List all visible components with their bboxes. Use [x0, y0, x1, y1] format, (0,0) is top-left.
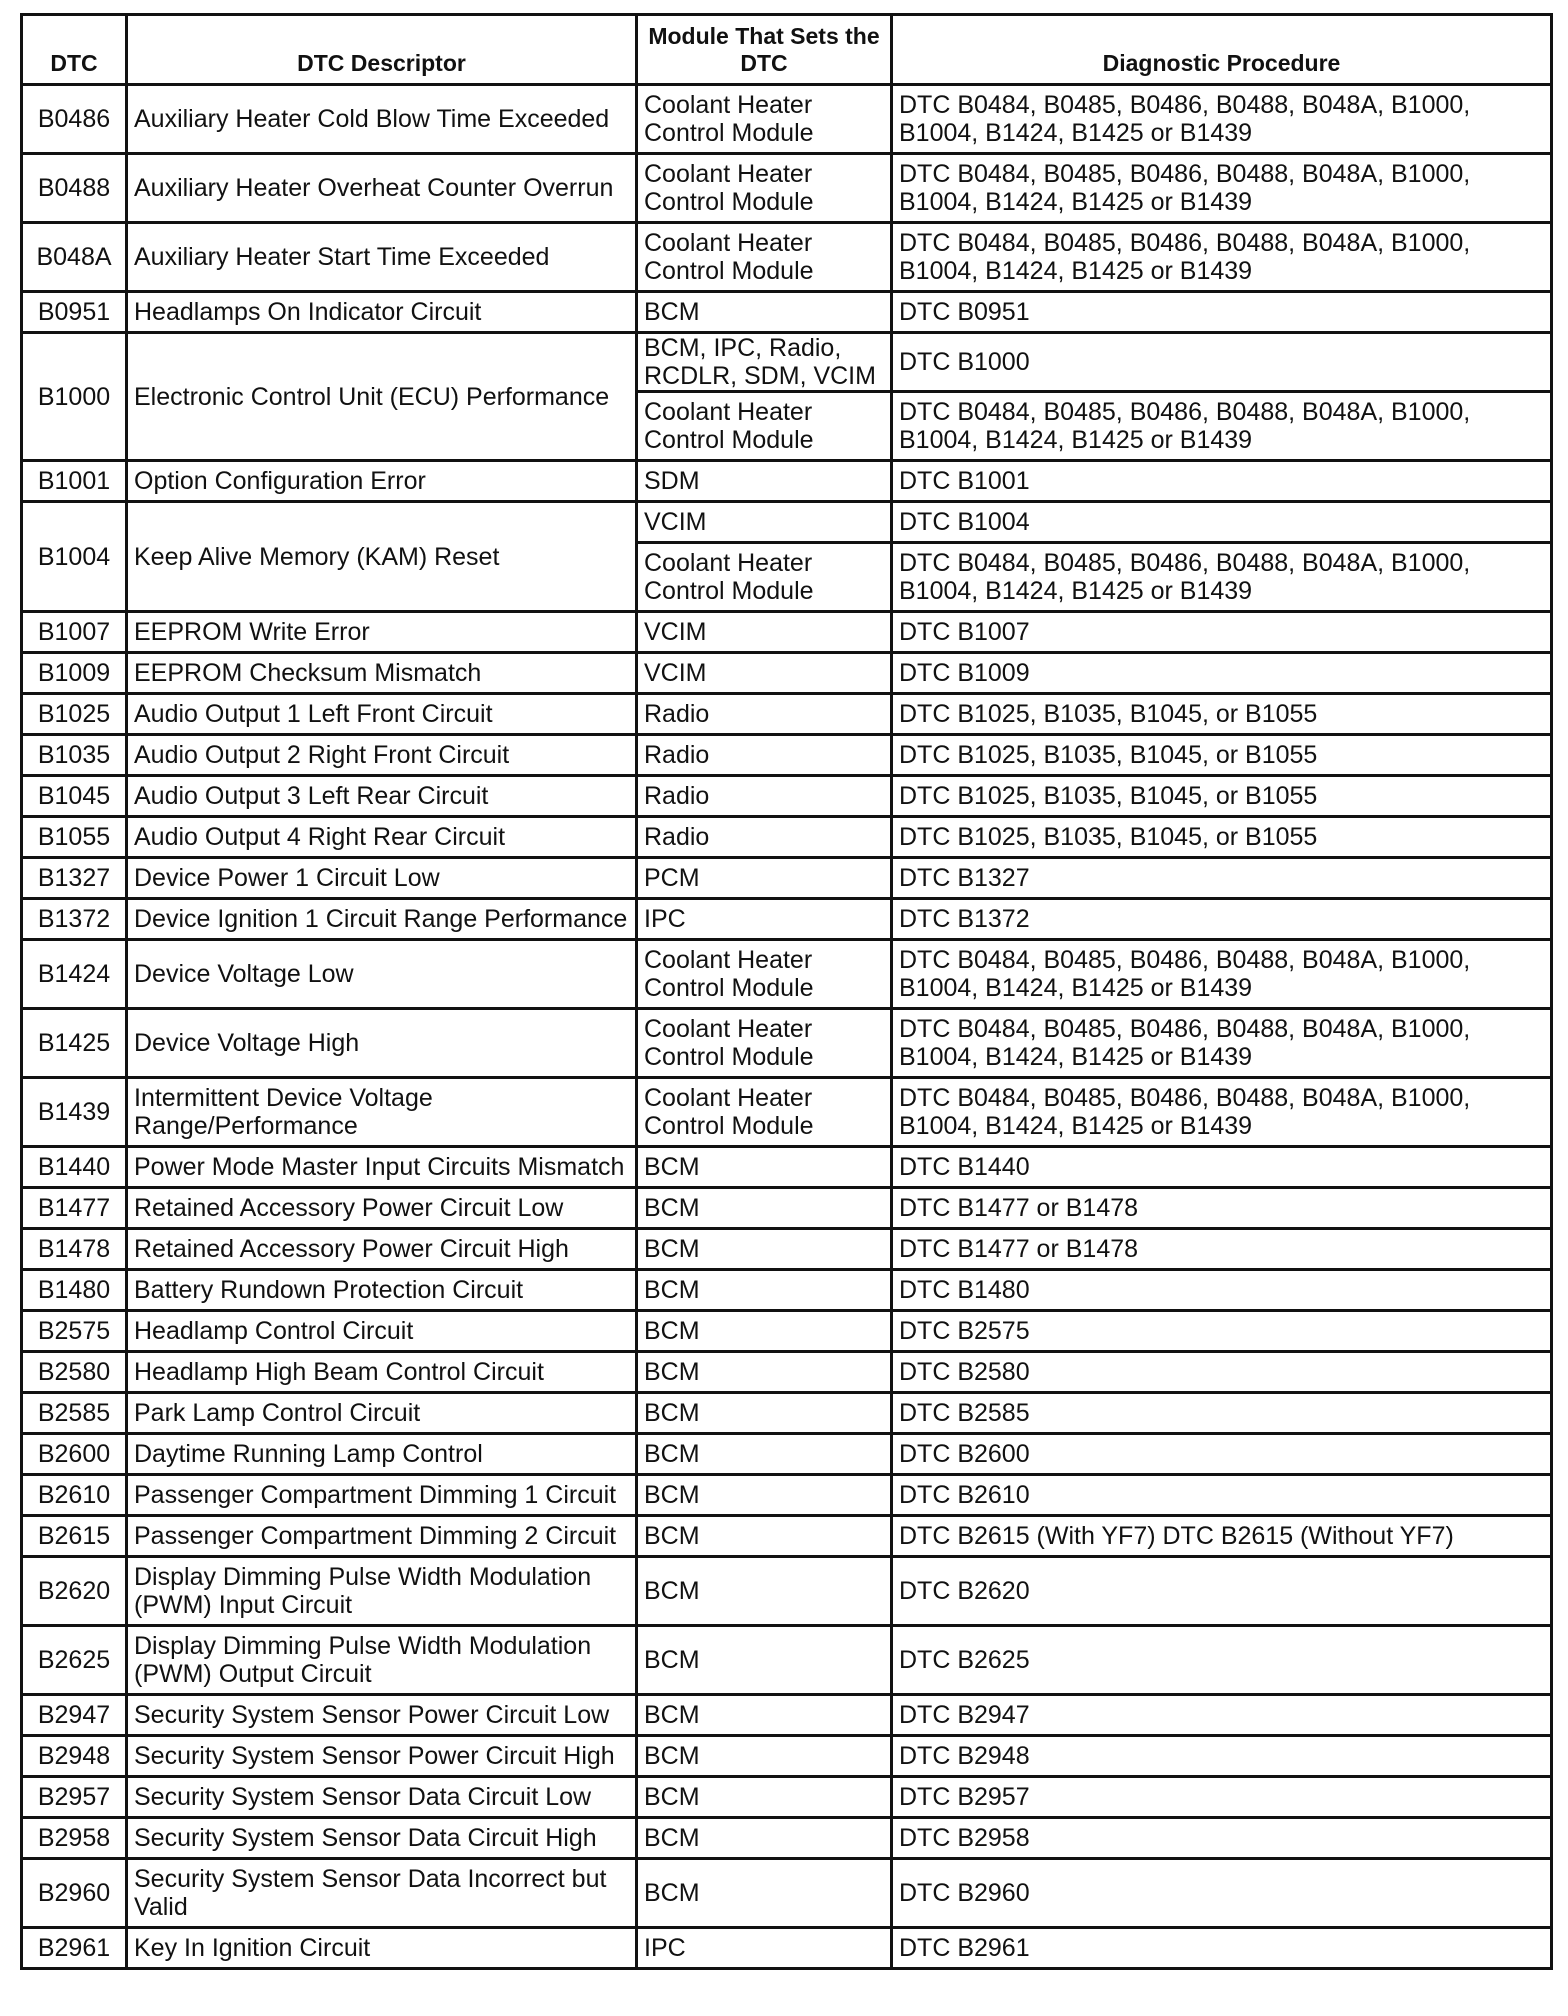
procedure-cell: DTC B1372 [892, 899, 1552, 940]
dtc-descriptor-cell: EEPROM Checksum Mismatch [127, 653, 637, 694]
header-dtc: DTC [22, 15, 127, 85]
dtc-code-cell: B2625 [22, 1626, 127, 1695]
dtc-descriptor-cell: Headlamp High Beam Control Circuit [127, 1352, 637, 1393]
procedure-cell: DTC B1025, B1035, B1045, or B1055 [892, 776, 1552, 817]
dtc-descriptor-cell: Audio Output 4 Right Rear Circuit [127, 817, 637, 858]
module-cell: BCM [637, 1475, 892, 1516]
table-row [22, 899, 1552, 940]
procedure-cell: DTC B2620 [892, 1557, 1552, 1626]
dtc-code-cell: B1007 [22, 612, 127, 653]
module-cell: SDM [637, 461, 892, 502]
module-cell: Coolant Heater Control Module [637, 392, 892, 461]
table-row [22, 612, 1552, 653]
dtc-descriptor-cell: EEPROM Write Error [127, 612, 637, 653]
header-descriptor: DTC Descriptor [127, 15, 637, 85]
module-cell: BCM [637, 1626, 892, 1695]
module-cell: Coolant Heater Control Module [637, 1009, 892, 1078]
procedure-cell: DTC B1007 [892, 612, 1552, 653]
dtc-descriptor-cell: Retained Accessory Power Circuit Low [127, 1188, 637, 1229]
module-cell: Radio [637, 735, 892, 776]
table-row [22, 1147, 1552, 1188]
table-row [22, 1516, 1552, 1557]
procedure-cell: DTC B2580 [892, 1352, 1552, 1393]
procedure-cell: DTC B2585 [892, 1393, 1552, 1434]
module-cell: BCM, IPC, Radio, RCDLR, SDM, VCIM [637, 333, 892, 392]
dtc-descriptor-cell: Device Power 1 Circuit Low [127, 858, 637, 899]
table-row [22, 154, 1552, 223]
dtc-code-cell: B2575 [22, 1311, 127, 1352]
dtc-descriptor-cell: Intermittent Device Voltage Range/Performance [127, 1078, 637, 1147]
procedure-cell: DTC B0484, B0485, B0486, B0488, B048A, B1000, B1004, B1424, B1425 or B1439 [892, 940, 1552, 1009]
dtc-descriptor-cell: Device Ignition 1 Circuit Range Performance [127, 899, 637, 940]
module-cell: BCM [637, 1188, 892, 1229]
module-cell: PCM [637, 858, 892, 899]
dtc-descriptor-cell: Passenger Compartment Dimming 1 Circuit [127, 1475, 637, 1516]
table-row [22, 940, 1552, 1009]
dtc-descriptor-cell: Audio Output 3 Left Rear Circuit [127, 776, 637, 817]
table-row [22, 1928, 1552, 1969]
dtc-descriptor-cell: Key In Ignition Circuit [127, 1928, 637, 1969]
module-cell: BCM [637, 1695, 892, 1736]
dtc-descriptor-cell: Daytime Running Lamp Control [127, 1434, 637, 1475]
procedure-cell: DTC B0484, B0485, B0486, B0488, B048A, B1000, B1004, B1424, B1425 or B1439 [892, 223, 1552, 292]
table-row [22, 1009, 1552, 1078]
table-body [22, 85, 1552, 1969]
table-row [22, 1188, 1552, 1229]
dtc-code-cell: B0951 [22, 292, 127, 333]
dtc-descriptor-cell: Battery Rundown Protection Circuit [127, 1270, 637, 1311]
dtc-code-cell: B2960 [22, 1859, 127, 1928]
procedure-cell: DTC B0484, B0485, B0486, B0488, B048A, B1000, B1004, B1424, B1425 or B1439 [892, 543, 1552, 612]
dtc-code-cell: B2958 [22, 1818, 127, 1859]
dtc-descriptor-cell: Security System Sensor Data Circuit High [127, 1818, 637, 1859]
table-row [22, 333, 1552, 392]
module-cell: Coolant Heater Control Module [637, 85, 892, 154]
module-cell: BCM [637, 1311, 892, 1352]
dtc-code-cell: B2948 [22, 1736, 127, 1777]
table-row [22, 817, 1552, 858]
module-cell: IPC [637, 1928, 892, 1969]
table-row [22, 1078, 1552, 1147]
dtc-descriptor-cell: Option Configuration Error [127, 461, 637, 502]
procedure-cell: DTC B2961 [892, 1928, 1552, 1969]
dtc-code-cell: B1439 [22, 1078, 127, 1147]
dtc-code-cell: B2610 [22, 1475, 127, 1516]
module-cell: Radio [637, 776, 892, 817]
table-row [22, 1475, 1552, 1516]
dtc-descriptor-cell: Passenger Compartment Dimming 2 Circuit [127, 1516, 637, 1557]
dtc-code-cell: B2580 [22, 1352, 127, 1393]
dtc-descriptor-cell: Security System Sensor Data Incorrect but Valid [127, 1859, 637, 1928]
table-row [22, 1311, 1552, 1352]
dtc-code-cell: B1045 [22, 776, 127, 817]
procedure-cell: DTC B2575 [892, 1311, 1552, 1352]
module-cell: BCM [637, 1859, 892, 1928]
procedure-cell: DTC B2600 [892, 1434, 1552, 1475]
module-cell: BCM [637, 1777, 892, 1818]
module-cell: BCM [637, 1393, 892, 1434]
module-cell: Coolant Heater Control Module [637, 154, 892, 223]
table-row [22, 1859, 1552, 1928]
procedure-cell: DTC B1480 [892, 1270, 1552, 1311]
table-row [22, 1557, 1552, 1626]
module-cell: BCM [637, 1352, 892, 1393]
module-cell: Radio [637, 694, 892, 735]
dtc-code-cell: B048A [22, 223, 127, 292]
procedure-cell: DTC B2958 [892, 1818, 1552, 1859]
dtc-code-cell: B1477 [22, 1188, 127, 1229]
dtc-code-cell: B2947 [22, 1695, 127, 1736]
module-cell: VCIM [637, 502, 892, 543]
procedure-cell: DTC B1477 or B1478 [892, 1229, 1552, 1270]
table-row [22, 502, 1552, 543]
dtc-descriptor-cell: Power Mode Master Input Circuits Mismatch [127, 1147, 637, 1188]
table-row [22, 776, 1552, 817]
dtc-code-cell: B2961 [22, 1928, 127, 1969]
dtc-code-cell: B1372 [22, 899, 127, 940]
module-cell: VCIM [637, 653, 892, 694]
table-row [22, 858, 1552, 899]
procedure-cell: DTC B2957 [892, 1777, 1552, 1818]
procedure-cell: DTC B2960 [892, 1859, 1552, 1928]
table-row [22, 1229, 1552, 1270]
module-cell: Coolant Heater Control Module [637, 1078, 892, 1147]
dtc-descriptor-cell: Auxiliary Heater Cold Blow Time Exceeded [127, 85, 637, 154]
dtc-code-cell: B2957 [22, 1777, 127, 1818]
dtc-descriptor-cell: Auxiliary Heater Overheat Counter Overrun [127, 154, 637, 223]
module-cell: Coolant Heater Control Module [637, 940, 892, 1009]
table-row [22, 653, 1552, 694]
table-row [22, 1626, 1552, 1695]
module-cell: IPC [637, 899, 892, 940]
procedure-cell: DTC B1025, B1035, B1045, or B1055 [892, 694, 1552, 735]
procedure-cell: DTC B2625 [892, 1626, 1552, 1695]
dtc-code-cell: B2620 [22, 1557, 127, 1626]
procedure-cell: DTC B1025, B1035, B1045, or B1055 [892, 735, 1552, 776]
table-row [22, 223, 1552, 292]
procedure-cell: DTC B0951 [892, 292, 1552, 333]
table-row [22, 1818, 1552, 1859]
procedure-cell: DTC B1327 [892, 858, 1552, 899]
procedure-cell: DTC B0484, B0485, B0486, B0488, B048A, B1000, B1004, B1424, B1425 or B1439 [892, 1009, 1552, 1078]
dtc-descriptor-cell: Headlamps On Indicator Circuit [127, 292, 637, 333]
dtc-code-cell: B1025 [22, 694, 127, 735]
table-row [22, 735, 1552, 776]
dtc-descriptor-cell: Audio Output 1 Left Front Circuit [127, 694, 637, 735]
procedure-cell: DTC B0484, B0485, B0486, B0488, B048A, B1000, B1004, B1424, B1425 or B1439 [892, 154, 1552, 223]
dtc-descriptor-cell: Park Lamp Control Circuit [127, 1393, 637, 1434]
module-cell: BCM [637, 1818, 892, 1859]
table-row [22, 1352, 1552, 1393]
dtc-code-cell: B1327 [22, 858, 127, 899]
dtc-code-cell: B1035 [22, 735, 127, 776]
dtc-code-cell: B1009 [22, 653, 127, 694]
procedure-cell: DTC B1025, B1035, B1045, or B1055 [892, 817, 1552, 858]
dtc-code-cell: B1425 [22, 1009, 127, 1078]
procedure-cell: DTC B2615 (With YF7) DTC B2615 (Without YF7) [892, 1516, 1552, 1557]
procedure-cell: DTC B1440 [892, 1147, 1552, 1188]
module-cell: Coolant Heater Control Module [637, 223, 892, 292]
header-module: Module That Sets the DTC [637, 15, 892, 85]
dtc-descriptor-cell: Headlamp Control Circuit [127, 1311, 637, 1352]
procedure-cell: DTC B1009 [892, 653, 1552, 694]
dtc-descriptor-cell: Security System Sensor Data Circuit Low [127, 1777, 637, 1818]
dtc-table [20, 13, 1553, 1970]
module-cell: BCM [637, 1557, 892, 1626]
dtc-descriptor-cell: Auxiliary Heater Start Time Exceeded [127, 223, 637, 292]
dtc-code-cell: B1055 [22, 817, 127, 858]
header-procedure: Diagnostic Procedure [892, 15, 1552, 85]
dtc-code-cell: B2600 [22, 1434, 127, 1475]
procedure-cell: DTC B0484, B0485, B0486, B0488, B048A, B1000, B1004, B1424, B1425 or B1439 [892, 85, 1552, 154]
dtc-table-container [20, 13, 1553, 1970]
dtc-code-cell: B2585 [22, 1393, 127, 1434]
dtc-code-cell: B0488 [22, 154, 127, 223]
module-cell: BCM [637, 1229, 892, 1270]
dtc-descriptor-cell: Electronic Control Unit (ECU) Performance [127, 333, 637, 461]
table-row [22, 1736, 1552, 1777]
dtc-descriptor-cell: Device Voltage Low [127, 940, 637, 1009]
dtc-code-cell: B0486 [22, 85, 127, 154]
procedure-cell: DTC B0484, B0485, B0486, B0488, B048A, B1000, B1004, B1424, B1425 or B1439 [892, 392, 1552, 461]
procedure-cell: DTC B0484, B0485, B0486, B0488, B048A, B1000, B1004, B1424, B1425 or B1439 [892, 1078, 1552, 1147]
dtc-descriptor-cell: Retained Accessory Power Circuit High [127, 1229, 637, 1270]
table-row [22, 85, 1552, 154]
dtc-code-cell: B1004 [22, 502, 127, 612]
dtc-code-cell: B1424 [22, 940, 127, 1009]
procedure-cell: DTC B1477 or B1478 [892, 1188, 1552, 1229]
module-cell: BCM [637, 1736, 892, 1777]
module-cell: BCM [637, 292, 892, 333]
dtc-descriptor-cell: Audio Output 2 Right Front Circuit [127, 735, 637, 776]
dtc-code-cell: B1480 [22, 1270, 127, 1311]
dtc-code-cell: B1000 [22, 333, 127, 461]
dtc-code-cell: B1440 [22, 1147, 127, 1188]
dtc-code-cell: B1478 [22, 1229, 127, 1270]
table-row [22, 1777, 1552, 1818]
dtc-code-cell: B2615 [22, 1516, 127, 1557]
module-cell: BCM [637, 1147, 892, 1188]
dtc-descriptor-cell: Security System Sensor Power Circuit High [127, 1736, 637, 1777]
table-row [22, 292, 1552, 333]
table-row [22, 1270, 1552, 1311]
procedure-cell: DTC B2610 [892, 1475, 1552, 1516]
table-row [22, 1393, 1552, 1434]
module-cell: BCM [637, 1434, 892, 1475]
table-row [22, 461, 1552, 502]
dtc-descriptor-cell: Security System Sensor Power Circuit Low [127, 1695, 637, 1736]
procedure-cell: DTC B1001 [892, 461, 1552, 502]
procedure-cell: DTC B1004 [892, 502, 1552, 543]
dtc-descriptor-cell: Display Dimming Pulse Width Modulation (PWM) Input Circuit [127, 1557, 637, 1626]
dtc-code-cell: B1001 [22, 461, 127, 502]
table-row [22, 694, 1552, 735]
module-cell: BCM [637, 1270, 892, 1311]
dtc-descriptor-cell: Display Dimming Pulse Width Modulation (PWM) Output Circuit [127, 1626, 637, 1695]
procedure-cell: DTC B2947 [892, 1695, 1552, 1736]
dtc-descriptor-cell: Keep Alive Memory (KAM) Reset [127, 502, 637, 612]
procedure-cell: DTC B1000 [892, 333, 1552, 392]
table-header-row [22, 15, 1552, 85]
procedure-cell: DTC B2948 [892, 1736, 1552, 1777]
dtc-descriptor-cell: Device Voltage High [127, 1009, 637, 1078]
module-cell: Coolant Heater Control Module [637, 543, 892, 612]
module-cell: BCM [637, 1516, 892, 1557]
module-cell: VCIM [637, 612, 892, 653]
table-row [22, 1695, 1552, 1736]
module-cell: Radio [637, 817, 892, 858]
table-row [22, 1434, 1552, 1475]
